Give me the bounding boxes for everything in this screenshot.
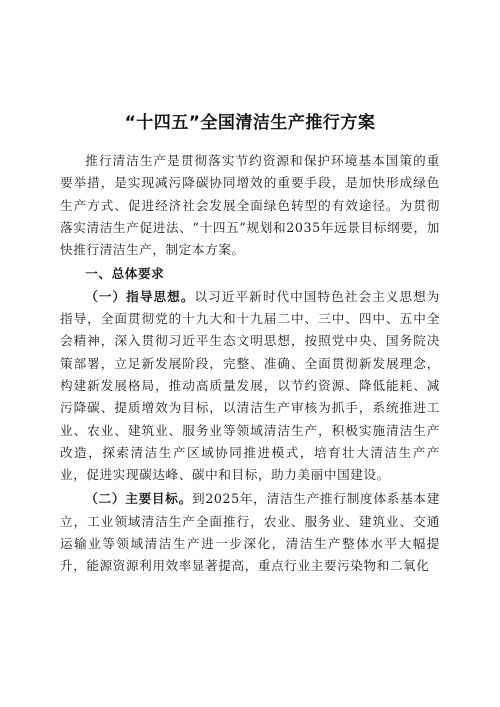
paragraph-text: 以习近平新时代中国特色社会主义思想为指导，全面贯彻党的十九大和十九届二中、三中、四中、五中全会精神，深入贯彻习近平生态文明思想，按照党中央、国务院决策部署，立足新发展阶段，完整、准确、全面贯彻新发展理念，构建新发展格局，推动高质量发展，以节约资源、降低能耗、减污降碳、提质增效为目标，以清洁生产审核为抓手，系统推进工业、农业、建筑业、服务业等领域清洁生产，积极实施清洁生产改造，探索清洁生产区域协同推进模式，培育壮大清洁生产产业，促进实现碳达峰、碳中和目标，助力美丽中国建设。 xyxy=(60,288,440,483)
guiding-ideology-paragraph xyxy=(60,286,440,487)
intro-paragraph: 推行清洁生产是贯彻落实节约资源和保护环境基本国策的重要举措，是实现减污降碳协同增效的重要手段，是加快形成绿色生产方式、促进经济社会发展全面绿色转型的有效途径。为贯彻落实清洁生产促进法、“十四五”规划和2035年远景目标纲要，加快推行清洁生产，制定本方案。 xyxy=(60,153,440,258)
paragraph-lead: （一）指导思想。 xyxy=(85,288,195,304)
paragraph-lead: （二）主要目标。 xyxy=(85,491,192,507)
document-body xyxy=(60,150,440,578)
section-heading: 一、总体要求 xyxy=(85,266,165,282)
main-goals-paragraph xyxy=(60,488,440,577)
paragraph-text: 到2025年，清洁生产推行制度体系基本建立，工业领域清洁生产全面推行，农业、服务业、建筑业、交通运输业等领域清洁生产进一步深化，清洁生产整体水平大幅提升，能源资源利用效率显著提高，重点行业主要污染物和二氧化 xyxy=(60,491,440,574)
document-title: “十四五”全国清洁生产推行方案 xyxy=(124,113,376,133)
